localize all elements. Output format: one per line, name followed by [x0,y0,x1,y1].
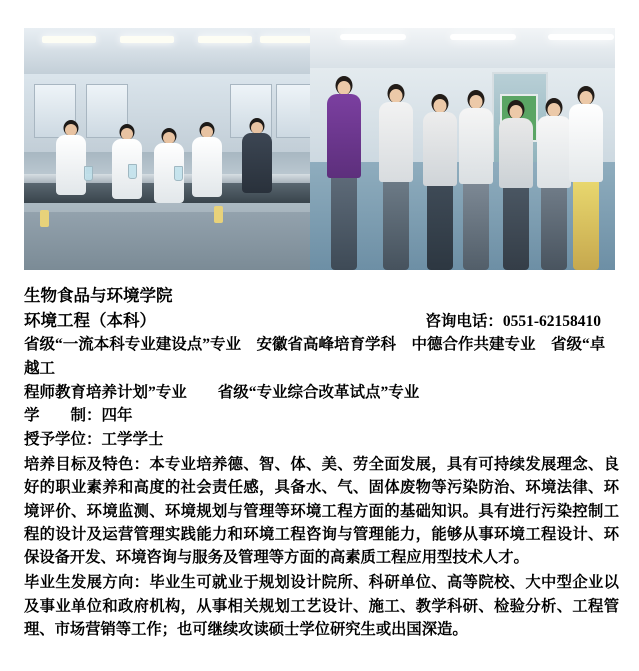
lab-glassware [174,166,183,181]
training-goal-paragraph [24,453,619,569]
corridor-person [566,86,606,270]
major-name: 环境工程（本科） [24,310,156,330]
lab-scene [24,28,310,270]
laboratory-photo [24,28,310,270]
lab-bottle [214,206,223,223]
corridor-person [420,94,460,270]
lab-glassware [84,166,93,181]
lab-window [276,84,310,138]
career-direction-text: 毕业生可就业于规划设计院所、科研单位、高等院校、大中型企业以及事业单位和政府机构，从事相关规划工艺设计、施工、教学科研、检验分析、工程管理、市场营销等工作；也可继续攻读硕士学位研究生或出国深造。 [24,574,619,638]
corridor-scene [310,28,615,270]
ceiling-lamp-icon [198,36,252,43]
program-tags-line-1: 省级“一流本科专业建设点”专业 安徽省高峰培育学科 中德合作共建专业 省级“卓越工 [24,336,606,378]
lab-person [110,124,144,202]
lab-person [240,118,274,196]
corridor-person [376,84,416,270]
lab-glassware [128,164,137,179]
degree-awarded: 授予学位：工学学士 [24,430,164,448]
contact-phone: 咨询电话：0551-62158410 [425,312,601,330]
lab-bottle [40,210,49,227]
major-contact-row [24,308,619,334]
program-tags-line-2: 程师教育培养计划”专业 省级“专业综合改革试点”专业 [24,383,420,401]
lab-person [190,122,224,200]
ceiling-lamp-icon [120,36,174,43]
lab-person [54,120,88,198]
corridor-person [496,100,536,270]
lab-ceiling [24,28,310,74]
career-direction-paragraph [24,571,619,641]
brochure-text [24,284,619,641]
ceiling-lamp-icon [450,34,516,40]
ceiling-lamp-icon [260,36,310,43]
ceiling-lamp-icon [548,34,614,40]
corridor-person [456,90,496,270]
training-goal-label: 培养目标及特色： [24,456,150,474]
corridor-photo [310,28,615,270]
ceiling-lamp-icon [42,36,96,43]
study-duration: 学 制：四年 [24,407,133,425]
career-direction-label: 毕业生发展方向： [24,574,150,592]
corridor-person [324,76,364,270]
lab-floor [24,212,310,270]
photo-strip [24,28,615,270]
ceiling-lamp-icon [340,34,406,40]
training-goal-text: 本专业培养德、智、体、美、劳全面发展，具有可持续发展理念、良好的职业素养和高度的社会责任感，具备水、气、固体废物等污染防治、环境法律、环境评价、环境监测、环境规划与管理等环境工程方面的基础知识。具有进行污染控制工程的设计及运营管理实践能力和环境工程咨询与管理能力，能够从事环境工程设计、环保设备开发、环境咨询与服务及管理等方面的高素质工程应用型技术人才。 [24,456,619,567]
college-name: 生物食品与环境学院 [24,286,173,305]
